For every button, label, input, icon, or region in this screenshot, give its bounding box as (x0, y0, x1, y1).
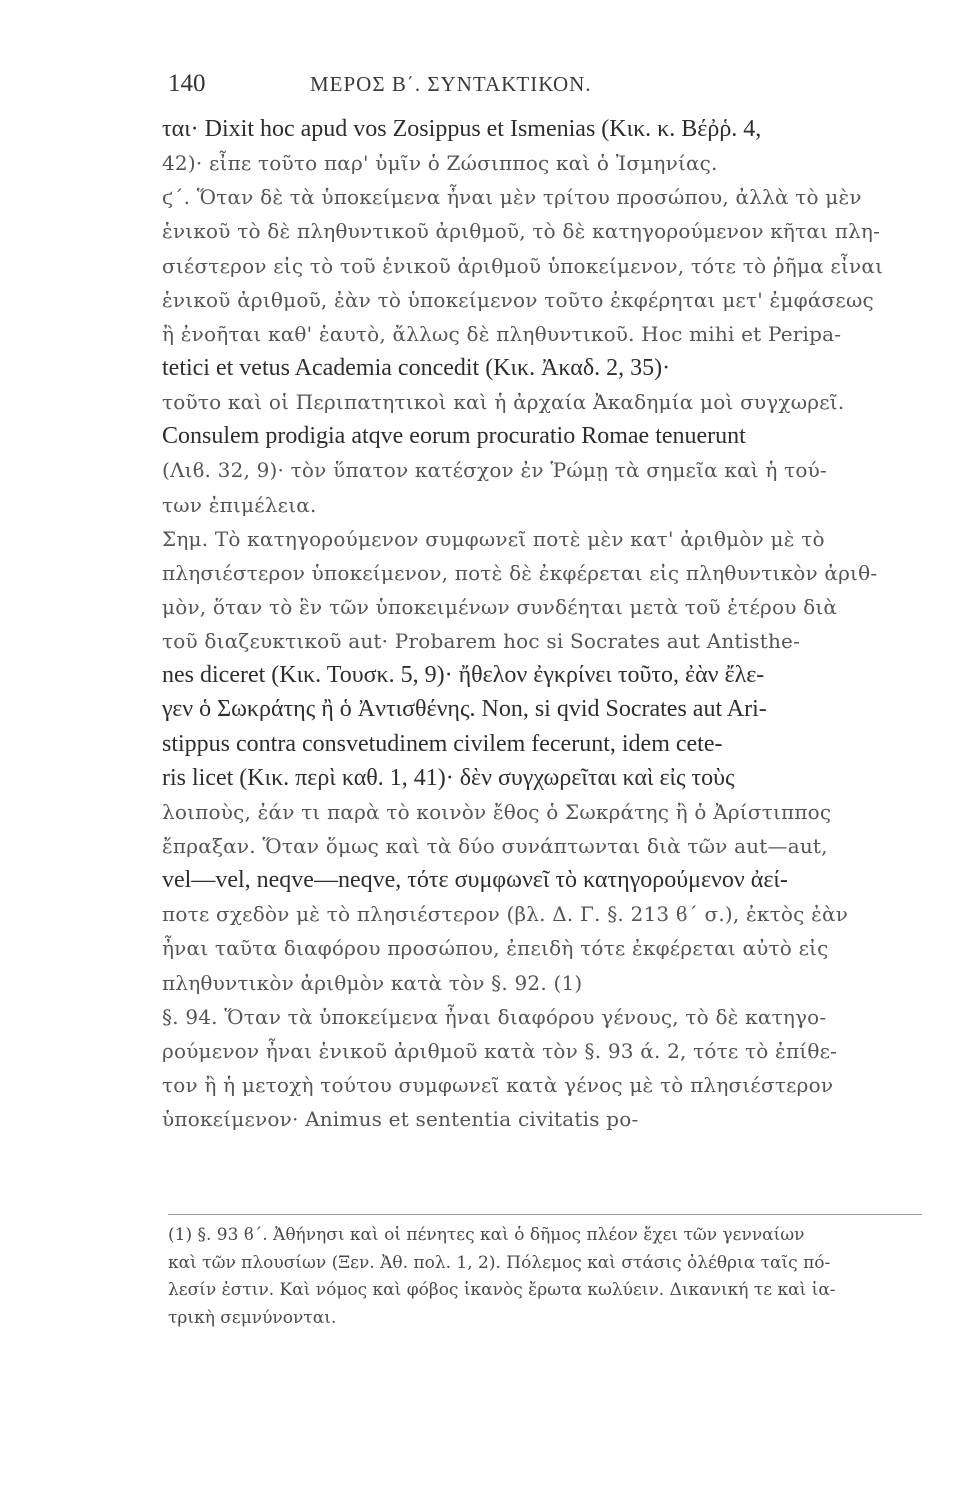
footnote-line: (1) §. 93 ϐ΄. Ἀθήνησι καὶ οἱ πένητες καὶ ὁ δῆμος πλέον ἔχει τῶν γενναίων (168, 1225, 805, 1245)
text-line: ὑποκείμενον· Animus et sententia civitatis po- (162, 1107, 639, 1132)
text-line: ρούμενον ἦναι ἑνικοῦ ἀριθμοῦ κατὰ τὸν §. 93 ά. 2, τότε τὸ ἐπίθε- (162, 1038, 838, 1063)
text-line: stippus contra consvetudinem civilem fecerunt, idem cete- (162, 730, 723, 757)
text-line: μὸν, ὅταν τὸ ἓν τῶν ὑποκειμένων συνδέηται μετὰ τοῦ ἑτέρου διὰ (162, 594, 838, 619)
text-line: vel—vel, neqve—neqve, τότε συμφωνεῖ τὸ κατηγορούμενον ἀεί- (162, 867, 788, 894)
text-line: πληθυντικὸν ἀριθμὸν κατὰ τὸν §. 92. (1) (162, 970, 583, 995)
text-line: ἦναι ταῦτα διαφόρου προσώπου, ἐπειδὴ τότε ἐκφέρεται αὐτὸ εἰς (162, 936, 829, 961)
text-line: nes diceret (Κικ. Τουσκ. 5, 9)· ἤθελον ἐγκρίνει τοῦτο, ἐὰν ἔλε- (162, 662, 765, 689)
text-line: (Λιϐ. 32, 9)· τὸν ὕπατον κατέσχον ἐν Ῥώμῃ τὰ σημεῖα καὶ ἡ τού- (162, 458, 827, 483)
text-line: Σημ. Τὸ κατηγορούμενον συμφωνεῖ ποτὲ μὲν κατ' ἀριθμὸν μὲ τὸ (162, 526, 825, 551)
running-head: ΜΕΡΟΣ Β΄. ΣΥΝΤΑΚΤΙΚΟΝ. (310, 72, 592, 96)
text-line: §. 94. Ὅταν τὰ ὑποκείμενα ἦναι διαφόρου γένους, τὸ δὲ κατηγο- (162, 1004, 827, 1029)
text-line: τοῦτο καὶ οἱ Περιπατητικοὶ καὶ ἡ ἀρχαία Ἀκαδημία μοὶ συγχωρεῖ. (162, 390, 845, 415)
text-line: ται· Dixit hoc apud vos Zosippus et Ismenias (Κικ. κ. Βέῤῥ. 4, (162, 116, 762, 142)
text-line: τον ἢ ἡ μετοχὴ τούτου συμφωνεῖ κατὰ γένος μὲ τὸ πλησιέστερον (162, 1072, 834, 1097)
text-line: Consulem prodigia atqve eorum procuratio Romae tenuerunt (162, 423, 746, 450)
text-line: πλησιέστερον ὑποκείμενον, ποτὲ δὲ ἐκφέρεται εἰς πληθυντικὸν ἀριθ- (162, 560, 878, 585)
text-line: γεν ὁ Σωκράτης ἢ ὁ Ἀντισθένης. Non, si qvid Socrates aut Ari- (162, 696, 767, 723)
footnote-divider (168, 1214, 922, 1215)
text-line: ποτε σχεδὸν μὲ τὸ πλησιέστερον (βλ. Δ. Γ. §. 213 ϐ΄ σ.), ἐκτὸς ἐὰν (162, 902, 849, 927)
text-line: ϛ΄. Ὅταν δὲ τὰ ὑποκείμενα ἦναι μὲν τρίτου προσώπου, ἀλλὰ τὸ μὲν (162, 185, 862, 210)
text-line: ἑνικοῦ ἀριθμοῦ, ἐὰν τὸ ὑποκείμενον τοῦτο ἐκφέρηται μετ' ἐμφάσεως (162, 287, 874, 312)
footnote-line: τρικὴ σεμνύνονται. (168, 1307, 337, 1328)
main-text (162, 112, 932, 1136)
page-number: 140 (168, 70, 206, 97)
text-line: tetici et vetus Academia concedit (Κικ. Ἀκαδ. 2, 35)· (162, 354, 671, 381)
text-line: 42)· εἶπε τοῦτο παρ' ὑμῖν ὁ Ζώσιππος καὶ ὁ Ἰσμηνίας. (162, 151, 718, 176)
text-line: ἔπραξαν. Ὅταν ὅμως καὶ τὰ δύο συνάπτωνται διὰ τῶν aut—aut, (162, 833, 828, 858)
footnote-line: λεσίν ἐστιν. Καὶ νόμος καὶ φόβος ἱκανὸς ἔρωτα κωλύειν. Δικανική τε καὶ ἰα- (168, 1280, 836, 1300)
text-line: τοῦ διαζευκτικοῦ aut· Probarem hoc si Socrates aut Antisthe- (162, 629, 801, 654)
text-line: σιέστερον εἰς τὸ τοῦ ἑνικοῦ ἀριθμοῦ ὑποκείμενον, τότε τὸ ῥῆμα εἶναι (162, 253, 884, 278)
text-line: ris licet (Κικ. περὶ καθ. 1, 41)· δὲν συγχωρεῖται καὶ εἰς τοὺς (162, 764, 735, 791)
footnotes (168, 1222, 928, 1332)
text-line: λοιποὺς, ἐάν τι παρὰ τὸ κοινὸν ἔθος ὁ Σωκράτης ἢ ὁ Ἀρίστιππος (162, 799, 832, 824)
page-header (168, 70, 728, 100)
text-line: ἑνικοῦ τὸ δὲ πληθυντικοῦ ἀριθμοῦ, τὸ δὲ κατηγορούμενον κῆται πλη- (162, 219, 881, 244)
text-line: ἢ ἐνοῆται καθ' ἑαυτὸ, ἄλλως δὲ πληθυντικοῦ. Hoc mihi et Peripa- (162, 321, 842, 346)
footnote-line: καὶ τῶν πλουσίων (Ξεν. Ἀθ. πολ. 1, 2). Πόλεμος καὶ στάσις ὀλέθρια ταῖς πό- (168, 1252, 831, 1273)
text-line: των ἐπιμέλεια. (162, 492, 317, 517)
